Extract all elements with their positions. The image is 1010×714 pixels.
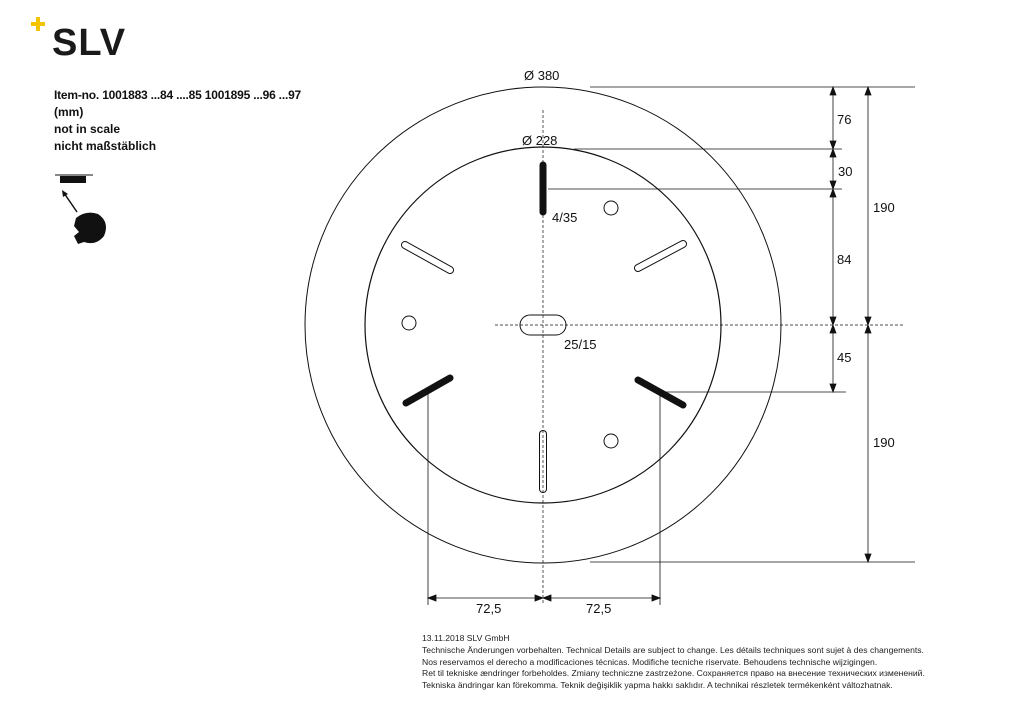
dim-84-label: 84 [837, 252, 852, 267]
hole-bottom-right [604, 434, 618, 448]
outer-diameter-label: Ø 380 [524, 68, 560, 83]
footer-line: Nos reservamos el derecho a modificaciones técnicas. Modifiche tecniche riservate. Behoudens technische wijzigingen. [422, 656, 878, 667]
dim-76-label: 76 [837, 112, 852, 127]
brand-name: SLV [52, 22, 127, 64]
unit-label: (mm) [54, 105, 84, 119]
footer-line: Ret til tekniske ændringer forbeholdes. Zmiany techniczne zastrzeżone. Сохраняется право на внесение технических изменений. [422, 668, 925, 679]
footer-line: Technische Änderungen vorbehalten. Technical Details are subject to change. Les détails techniques sont sujet à des changements. [422, 644, 924, 655]
upper-right-slot [638, 244, 683, 268]
dim-190-bottom-label: 190 [873, 435, 895, 450]
lower-right-slot [638, 380, 683, 405]
upper-left-slot [405, 245, 450, 270]
dim-left-label: 72,5 [476, 601, 502, 616]
dim-right-label: 72,5 [586, 601, 612, 616]
scale-note-de: nicht maßstäblich [54, 139, 157, 153]
footer-disclaimer [422, 633, 1002, 692]
hole-left [402, 316, 416, 330]
dim-30-label: 30 [838, 164, 853, 179]
inner-diameter-label: Ø 228 [522, 133, 558, 148]
dim-190-top-label: 190 [873, 200, 895, 215]
dim-45-label: 45 [837, 350, 852, 365]
footer-line: Tekniska ändringar kan förekomma. Teknik değişiklik yapma hakkı saklıdır. A technikai részletek termékenként változhatnak. [422, 680, 893, 691]
slot-center-label: 25/15 [564, 337, 597, 352]
item-numbers: Item-no. 1001883 ...84 ....85 1001895 ...96 ...97 [54, 88, 302, 102]
ceiling-mount-icon [55, 175, 106, 244]
hole-top-right [604, 201, 618, 215]
scale-note-en: not in scale [54, 122, 121, 136]
slot-top-label: 4/35 [552, 210, 578, 225]
footer-date-company: 13.11.2018 SLV GmbH [422, 633, 510, 643]
